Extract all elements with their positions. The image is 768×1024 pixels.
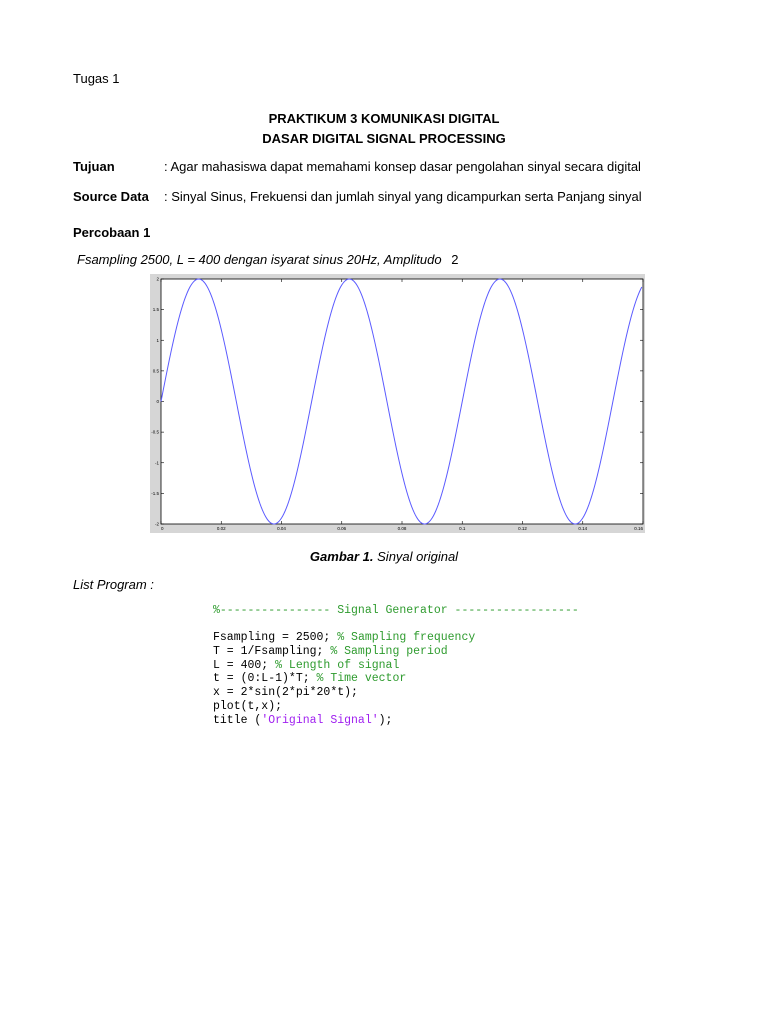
code-text: t = (0:L-1)*T; bbox=[213, 672, 317, 686]
title-line-1: PRAKTIKUM 3 KOMUNIKASI DIGITAL bbox=[268, 111, 500, 126]
experiment-description bbox=[77, 252, 458, 268]
code-text: T = 1/Fsampling; bbox=[213, 645, 331, 659]
y-tick-label: 0.5 bbox=[152, 368, 159, 374]
code-string: 'Original Signal' bbox=[261, 713, 379, 727]
title-line-2: DASAR DIGITAL SIGNAL PROCESSING bbox=[262, 131, 506, 146]
code-comment: % Sampling frequency bbox=[337, 631, 476, 645]
x-tick-label: 0.04 bbox=[277, 526, 286, 531]
code-line bbox=[213, 618, 579, 632]
code-text: L = 400; bbox=[213, 658, 276, 672]
x-tick-label: 0.08 bbox=[397, 526, 407, 531]
figure-caption-text: Sinyal original bbox=[377, 549, 459, 564]
code-text: title ( bbox=[213, 713, 262, 727]
code-line bbox=[213, 672, 579, 686]
code-text: ); bbox=[378, 713, 393, 727]
y-tick-label: 1.5 bbox=[152, 307, 159, 313]
code-comment: %---------------- Signal Generator ------------------ bbox=[213, 604, 579, 617]
code-line bbox=[213, 645, 579, 659]
y-tick-label: 0 bbox=[156, 399, 159, 404]
code-line bbox=[213, 686, 579, 700]
figure-caption-label: Gambar 1. bbox=[309, 549, 374, 564]
x-tick-label: 0 bbox=[161, 526, 164, 531]
code-line bbox=[213, 604, 579, 618]
x-tick-label: 0.12 bbox=[518, 526, 527, 531]
source-data-value: : Sinyal Sinus, Frekuensi dan jumlah sinyal yang dicampurkan serta Panjang sinyal bbox=[164, 189, 642, 204]
code-line bbox=[213, 659, 579, 673]
code-line bbox=[213, 631, 579, 645]
experiment-heading: Percobaan 1 bbox=[73, 225, 151, 240]
y-tick-label: -1 bbox=[154, 460, 159, 466]
plot-axes-box bbox=[161, 279, 643, 524]
x-tick-label: 0.02 bbox=[216, 526, 226, 531]
x-tick-label: 0.16 bbox=[634, 526, 643, 531]
program-label: List Program : bbox=[73, 577, 154, 592]
code-text: Fsampling = 2500; bbox=[213, 631, 338, 645]
y-tick-label: -1.5 bbox=[151, 490, 159, 496]
task-label: Tugas 1 bbox=[73, 71, 120, 86]
y-tick-label: 2 bbox=[156, 276, 159, 282]
code-text: plot(t,x); bbox=[213, 699, 283, 713]
experiment-description-text: Fsampling 2500, L = 400 dengan isyarat sinus 20Hz, Amplitudo bbox=[77, 252, 442, 267]
x-tick-label: 0.06 bbox=[337, 526, 347, 531]
signal-plot-svg bbox=[150, 274, 645, 533]
x-tick-label: 0.1 bbox=[459, 526, 466, 531]
code-comment: % Length of signal bbox=[275, 658, 400, 672]
tujuan-value: : Agar mahasiswa dapat memahami konsep dasar pengolahan sinyal secara digital bbox=[164, 159, 641, 174]
experiment-amplitude: 2 bbox=[451, 252, 459, 267]
code-comment: % Time vector bbox=[316, 672, 407, 686]
tujuan-label: Tujuan bbox=[73, 159, 115, 174]
code-block bbox=[213, 604, 579, 727]
code-line bbox=[213, 714, 579, 728]
y-tick-label: -0.5 bbox=[151, 429, 159, 435]
signal-plot bbox=[150, 274, 645, 533]
y-tick-label: -2 bbox=[154, 521, 159, 527]
source-data-label: Source Data bbox=[73, 189, 149, 204]
x-tick-label: 0.14 bbox=[578, 526, 588, 531]
code-comment: % Sampling period bbox=[330, 645, 448, 659]
figure-caption bbox=[0, 549, 768, 565]
y-tick-label: 1 bbox=[156, 337, 159, 343]
code-line bbox=[213, 700, 579, 714]
code-text: x = 2*sin(2*pi*20*t); bbox=[213, 686, 358, 700]
